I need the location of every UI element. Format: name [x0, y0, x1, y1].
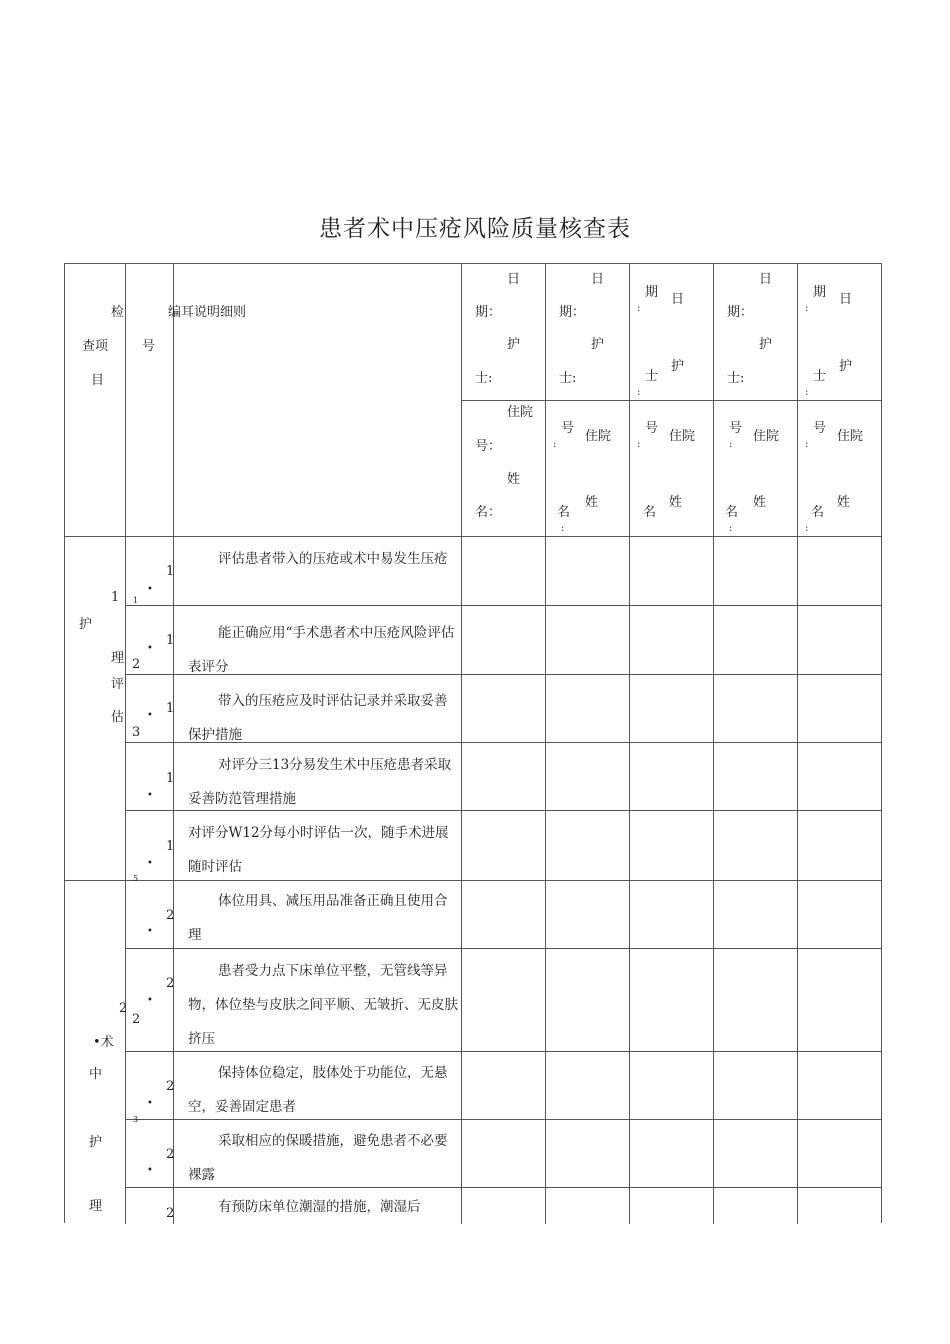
date-label: 期: [813, 285, 827, 300]
admission-label: 号: [645, 421, 659, 436]
admission-label: 号: [729, 421, 743, 436]
row-description: 能正确应用“手术患者术中压疮风险评估表评分: [188, 625, 455, 675]
name-label: :: [561, 523, 565, 534]
date-label: 日: [671, 292, 685, 307]
name-label: 名: [557, 505, 571, 520]
page-title: 患者术中压疮风险质量核查表: [319, 216, 631, 242]
row-description: 对评分W12分每小时评估一次，随手术进展随时评估: [188, 825, 449, 875]
nurse-label: 士:: [559, 371, 577, 386]
section-label: 理: [89, 1199, 103, 1214]
row-bullet: •: [147, 926, 153, 937]
nurse-label: 士: [645, 369, 659, 384]
row-bullet: •: [147, 995, 153, 1006]
row-sub-number: 5: [133, 874, 139, 883]
row-bullet: •: [147, 584, 153, 595]
row-bullet: •: [147, 858, 153, 869]
date-label: :: [637, 303, 641, 314]
nurse-label: 士:: [727, 371, 745, 386]
grid-line: [629, 264, 630, 1224]
row-bullet: •: [147, 1165, 153, 1176]
date-label: 日: [591, 272, 605, 287]
row-description: 保持体位稳定，肢体处于功能位，无悬空，妥善固定患者: [188, 1065, 448, 1115]
section-label: •术: [93, 1035, 114, 1050]
row-description: 评估患者带入的压疮或术中易发生压疮: [218, 551, 448, 567]
row-description: 对评分三13分易发生术中压疮患者采取妥善防范管理措施: [188, 757, 452, 807]
section-label: 中: [89, 1067, 103, 1082]
date-label: 期: [645, 285, 659, 300]
checklist-table: [64, 263, 882, 1223]
header-item-label: 查项: [82, 339, 109, 354]
section-label: 护: [89, 1135, 103, 1150]
row-description: 有预防床单位潮湿的措施，潮湿后: [218, 1199, 421, 1215]
name-label: 姓: [753, 495, 767, 510]
name-label: 名：: [475, 505, 502, 520]
row-number: 1: [166, 839, 175, 854]
name-label: 名: [811, 505, 825, 520]
name-label: 姓: [585, 495, 599, 510]
admission-label: 住院: [753, 429, 780, 444]
header-description-label: 编耳说明细则: [168, 305, 247, 320]
nurse-label: :: [805, 387, 809, 398]
date-label: 期：: [475, 305, 502, 320]
date-label: 期：: [559, 305, 586, 320]
section-label: 评: [111, 677, 125, 692]
row-sub-number: 2: [132, 657, 141, 672]
nurse-label: :: [637, 387, 641, 398]
grid-line: [125, 264, 126, 1224]
admission-label: :: [805, 439, 809, 450]
name-label: 姓: [669, 495, 683, 510]
row-number: 1: [166, 771, 175, 786]
row-description: 体位用具、减压用品准备正确且使用合理: [188, 893, 448, 943]
row-description: 带入的压疮应及时评估记录并采取妥善保护措施: [188, 693, 448, 743]
grid-line: [65, 536, 882, 537]
row-number: 1: [166, 564, 175, 579]
nurse-label: 护: [671, 359, 685, 374]
date-label: 日: [759, 272, 773, 287]
admission-label: :: [729, 439, 733, 450]
nurse-label: 护: [591, 337, 605, 352]
section-label: 估: [111, 710, 125, 725]
grid-line: [713, 264, 714, 1224]
admission-label: 号：: [475, 439, 502, 454]
row-number: 2: [166, 1206, 175, 1221]
admission-label: 住院: [837, 429, 864, 444]
name-label: 姓: [837, 495, 851, 510]
admission-label: 号: [561, 421, 575, 436]
name-label: 名: [643, 505, 657, 520]
row-number: 2: [166, 1147, 175, 1162]
date-label: 日: [839, 292, 853, 307]
row-sub-number: 1: [133, 596, 139, 605]
row-number: 1: [166, 701, 175, 716]
grid-line: [797, 264, 798, 1224]
nurse-label: 护: [759, 337, 773, 352]
row-bullet: •: [147, 790, 153, 801]
nurse-label: 护: [839, 359, 853, 374]
nurse-label: 护: [507, 337, 521, 352]
row-sub-number: 2: [132, 1012, 141, 1027]
grid-line: [545, 264, 546, 1224]
header-number-label: 号: [142, 339, 156, 354]
date-label: :: [805, 303, 809, 314]
row-number: 2: [166, 976, 175, 991]
admission-label: 住院: [585, 429, 612, 444]
header-item-label: 目: [91, 373, 105, 388]
row-number: 1: [166, 633, 175, 648]
admission-label: 号: [813, 421, 827, 436]
row-description: 患者受力点下床单位平整，无管线等异物，体位垫与皮肤之间平顺、无皱折、无皮肤挤压: [188, 963, 458, 1047]
date-label: 日: [507, 272, 521, 287]
admission-label: 住院: [507, 405, 534, 420]
grid-line: [461, 400, 882, 401]
grid-line: [461, 264, 462, 1224]
nurse-label: 士: [813, 369, 827, 384]
row-number: 2: [166, 908, 175, 923]
name-label: 姓: [507, 472, 521, 487]
header-item-label: 检: [111, 305, 125, 320]
name-label: :: [729, 523, 733, 534]
section-label: 护: [79, 617, 93, 632]
row-sub-number: 3: [132, 725, 141, 740]
name-label: 名: [725, 505, 739, 520]
row-bullet: •: [147, 710, 153, 721]
row-number: 2: [166, 1079, 175, 1094]
section-label: 理: [111, 651, 125, 666]
row-description: 采取相应的保暖措施，避免患者不必要裸露: [188, 1133, 448, 1183]
row-bullet: •: [147, 1098, 153, 1109]
grid-line: [125, 605, 882, 606]
section-number: 2: [119, 1001, 128, 1016]
admission-label: :: [637, 439, 641, 450]
name-label: :: [805, 523, 809, 534]
date-label: 期：: [727, 305, 754, 320]
admission-label: 住院: [669, 429, 696, 444]
nurse-label: 士:: [475, 371, 493, 386]
row-sub-number: 3: [133, 1115, 139, 1124]
admission-label: :: [553, 439, 557, 450]
row-bullet: •: [147, 643, 153, 654]
section-number: 1: [111, 590, 120, 605]
